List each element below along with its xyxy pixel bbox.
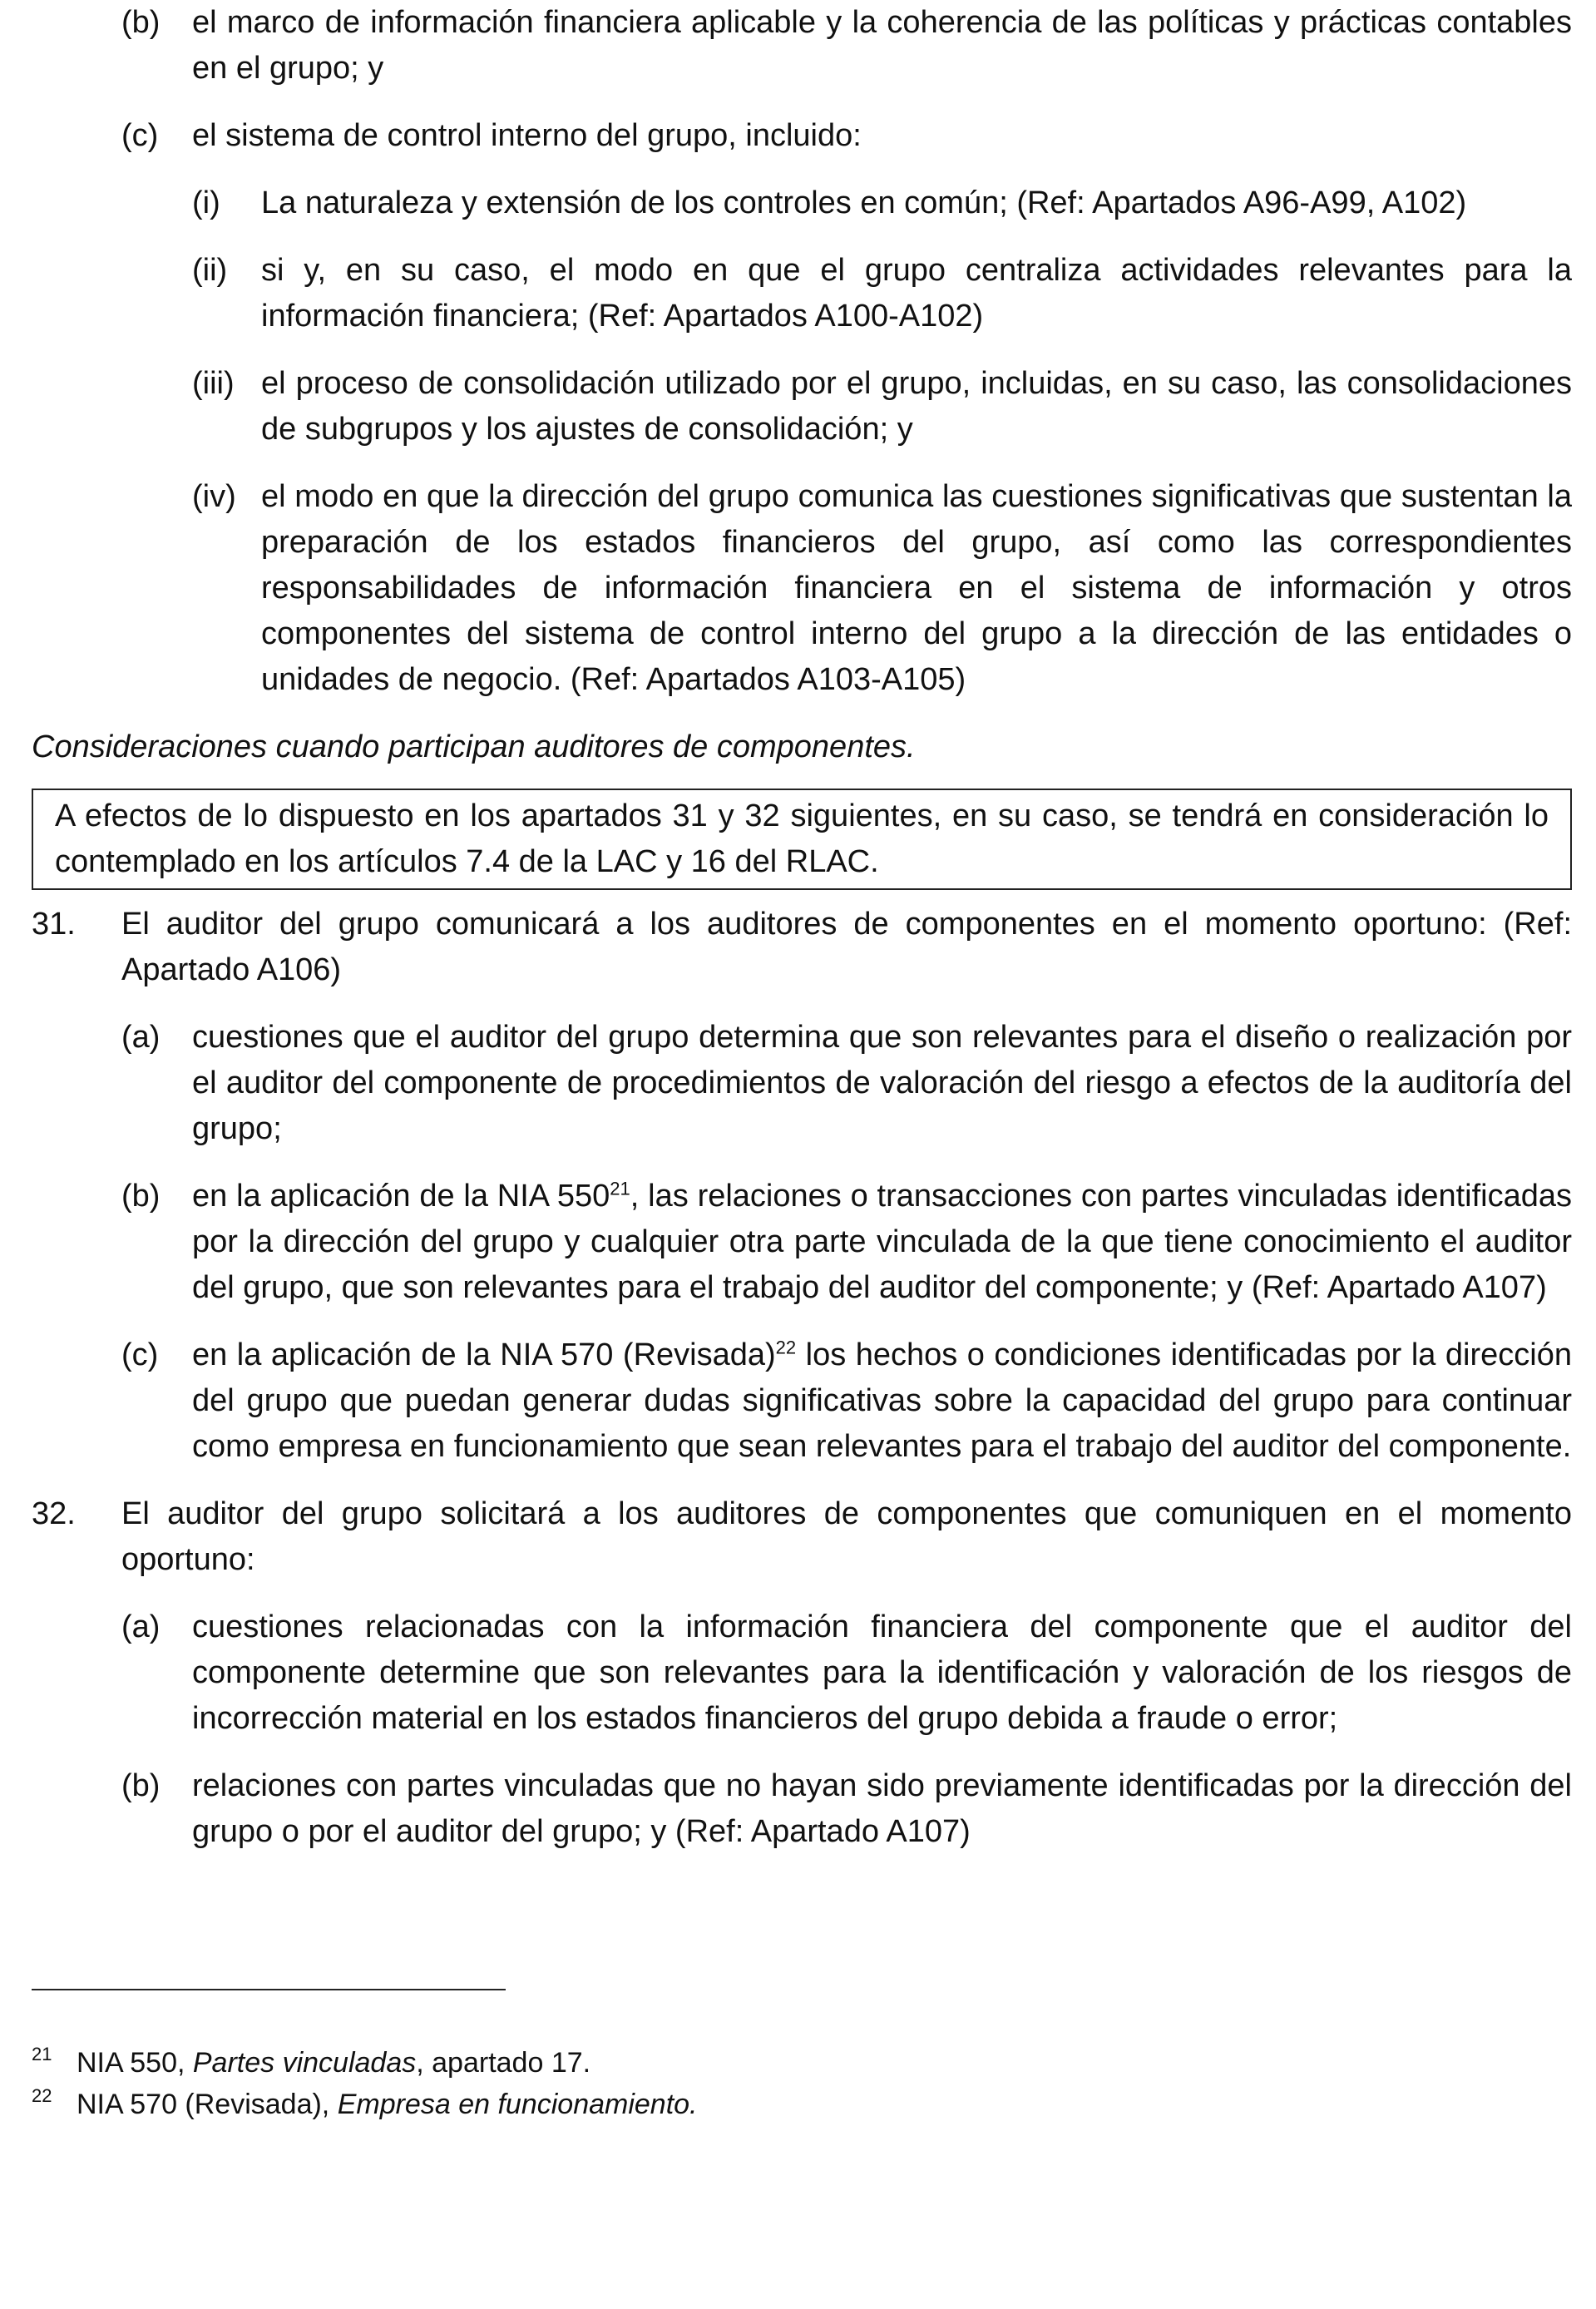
- list-marker: (b): [121, 5, 161, 40]
- sublist-item-text: si y, en su caso, el modo en que el grupo centraliza actividades relevantes para la información financiera; (Ref: Apartados A100-A102): [261, 253, 1572, 334]
- list-marker: (a): [121, 1609, 161, 1644]
- document-page: [32, 0, 1572, 1855]
- paragraph-text: El auditor del grupo comunicará a los auditores de componentes en el momento oportuno: (Ref: Apartado A106): [121, 907, 1572, 987]
- para32-item-b: [121, 1763, 1572, 1855]
- paragraph-number: 31.: [32, 907, 76, 942]
- footnotes: [32, 2042, 1572, 2125]
- list-item-text: el marco de información financiera aplicable y la coherencia de las políticas y prácticas contables en el grupo; y: [192, 5, 1572, 86]
- boxed-note: A efectos de lo dispuesto en los apartados 31 y 32 siguientes, en su caso, se tendrá en consideración lo contemplado en los artículos 7.4 de la LAC y 16 del RLAC.: [32, 789, 1572, 890]
- list-item-text: [192, 1174, 1572, 1311]
- sublist-marker: (iv): [192, 479, 236, 514]
- list-marker: (b): [121, 1179, 161, 1214]
- list-item-text: cuestiones relacionadas con la información financiera del componente que el auditor del componente determine que son relevantes para la identificación y valoración de los riesgos de incorrección material en los estados financieros del grupo debida a fraude o error;: [192, 1609, 1572, 1736]
- footnote-title: Partes vinculadas: [192, 2047, 417, 2079]
- sublist-item-iv: [192, 474, 1572, 703]
- list-item-text: [192, 1332, 1572, 1470]
- sublist-marker: (ii): [192, 253, 228, 288]
- sublist-item-text: el proceso de consolidación utilizado por el grupo, incluidas, en su caso, las consolidaciones de subgrupos y los ajustes de consolidación; y: [261, 366, 1572, 447]
- list-item-text: relaciones con partes vinculadas que no hayan sido previamente identificadas por la dirección del grupo o por el auditor del grupo; y (Ref: Apartado A107): [192, 1768, 1572, 1849]
- para31-item-a: [121, 1015, 1572, 1152]
- footnote-text-start: NIA 570 (Revisada),: [77, 2089, 338, 2120]
- para31-item-b: [121, 1174, 1572, 1311]
- footnote-21: [32, 2042, 1572, 2084]
- sublist-marker: (iii): [192, 366, 235, 401]
- sublist-item-i: [192, 180, 1572, 226]
- footnote-mark: 22: [32, 2085, 52, 2106]
- sublist-item-text: La naturaleza y extensión de los controles en común; (Ref: Apartados A96-A99, A102): [261, 185, 1467, 220]
- list-marker: (b): [121, 1768, 161, 1803]
- footnote-title: Empresa en funcionamiento.: [337, 2089, 698, 2120]
- list-item-text-rest: , las relaciones o transacciones con partes vinculadas identificadas por la dirección del grupo y cualquier otra parte vinculada de la que tiene conocimiento el auditor del grupo, que son relevantes para el trabajo del auditor del componente; y (Ref: Apartado A107): [192, 1179, 1572, 1305]
- section-heading: Consideraciones cuando participan auditores de componentes.: [32, 729, 916, 764]
- paragraph-text: El auditor del grupo solicitará a los auditores de componentes que comuniquen en el momento oportuno:: [121, 1496, 1572, 1577]
- footnote-ref-22[interactable]: 22: [775, 1337, 797, 1358]
- footnote-text-start: NIA 550,: [77, 2047, 193, 2079]
- footnote-text: [77, 2084, 698, 2125]
- list-marker: (c): [121, 1337, 159, 1372]
- list-marker: (c): [121, 118, 159, 153]
- list-item-text: cuestiones que el auditor del grupo determina que son relevantes para el diseño o realización por el auditor del componente de procedimientos de valoración del riesgo a efectos de la auditoría del grupo;: [192, 1020, 1572, 1146]
- footnote-text-end: , apartado 17.: [416, 2047, 591, 2079]
- footnote-22: [32, 2084, 1572, 2125]
- para31-item-c: [121, 1332, 1572, 1470]
- footnote-ref-21[interactable]: 21: [610, 1178, 630, 1199]
- list-item-text-start: en la aplicación de la NIA 570 (Revisada): [192, 1337, 776, 1372]
- list-marker: (a): [121, 1020, 161, 1055]
- sublist-item-text: el modo en que la dirección del grupo comunica las cuestiones significativas que sustentan la preparación de los estados financieros del grupo, así como las correspondientes responsabilidades de información financiera en el sistema de información y otros componentes del sistema de control interno del grupo a la dirección de las entidades o unidades de negocio. (Ref: Apartados A103-A105): [261, 479, 1572, 697]
- sublist-marker: (i): [192, 185, 220, 220]
- list-item-text-start: en la aplicación de la NIA 550: [192, 1179, 610, 1214]
- paragraph-32: [32, 1491, 1572, 1583]
- sublist-item-iii: [192, 361, 1572, 452]
- list-item-text: el sistema de control interno del grupo, incluido:: [192, 118, 862, 153]
- footnote-mark: 21: [32, 2044, 52, 2064]
- list-item-c: [121, 113, 1572, 159]
- footnote-separator: [32, 1989, 506, 1990]
- footnote-text: [77, 2042, 590, 2084]
- sublist-item-ii: [192, 248, 1572, 339]
- paragraph-number: 32.: [32, 1496, 76, 1531]
- list-item-b: [121, 0, 1572, 91]
- paragraph-31: [32, 902, 1572, 993]
- list-item-text-rest: los hechos o condiciones identificadas por la dirección del grupo que puedan generar dudas significativas sobre la capacidad del grupo para continuar como empresa en funcionamiento que sean relevantes para el trabajo del auditor del componente.: [192, 1337, 1572, 1464]
- para32-item-a: [121, 1604, 1572, 1742]
